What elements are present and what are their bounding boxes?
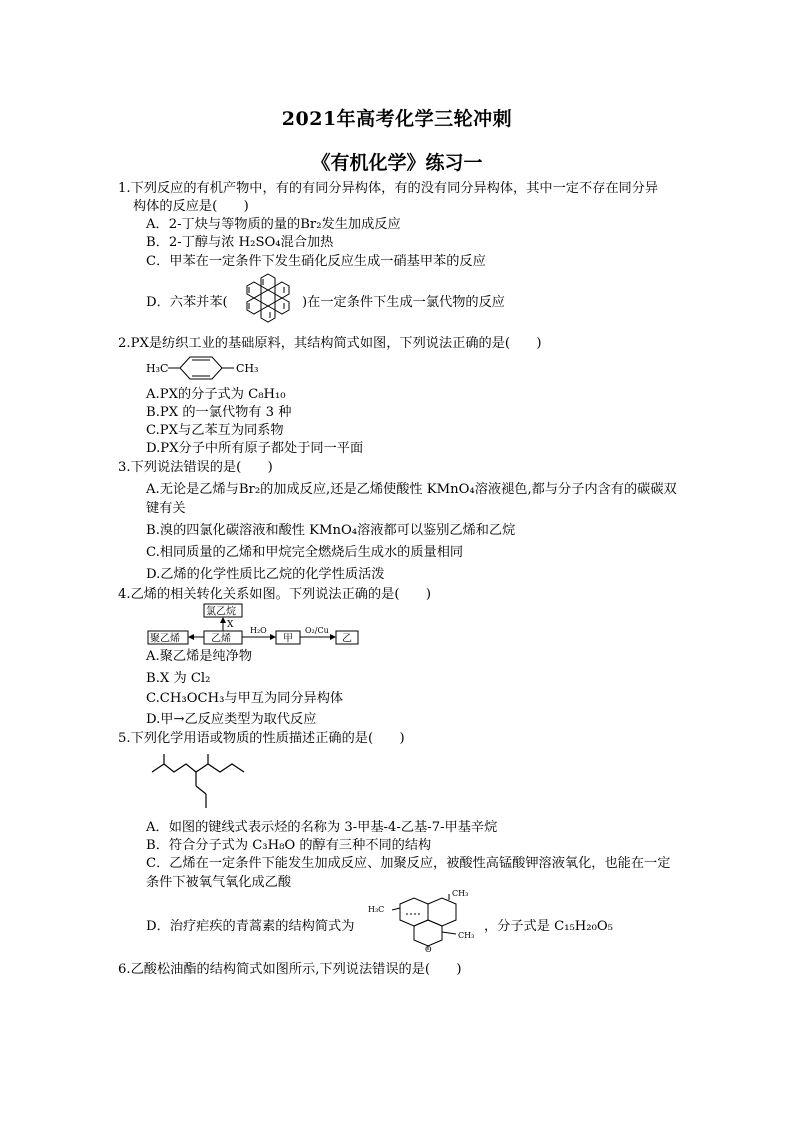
q5-option-c-line1: C．乙烯在一定条件下能发生加成反应、加聚反应，被酸性高锰酸钾溶液氧化，也能在一定 bbox=[146, 856, 671, 871]
q1-option-c: C．甲苯在一定条件下发生硝化反应生成一硝基甲苯的反应 bbox=[146, 254, 486, 269]
q6-stem: 6.乙酸松油酯的结构简式如图所示,下列说法错误的是( ) bbox=[118, 962, 462, 977]
q4-option-c: C.CH₃OCH₃与甲互为同分异构体 bbox=[146, 691, 344, 706]
q3-option-d: D.乙烯的化学性质比乙烷的化学性质活泼 bbox=[146, 567, 385, 582]
box-ethylene: 乙烯 bbox=[211, 633, 231, 645]
q2-option-d: D.PX分子中所有原子都处于同一平面 bbox=[146, 441, 364, 456]
px-h3c-label: H₃C bbox=[146, 362, 169, 375]
q5-option-b: B．符合分子式为 C₃H₈O 的醇有三种不同的结构 bbox=[146, 838, 432, 853]
q1-option-d-prefix: D．六苯并苯( bbox=[146, 295, 228, 310]
q4-stem: 4.乙烯的相关转化关系如图。下列说法正确的是( ) bbox=[118, 587, 431, 602]
q3-stem: 3.下列说法错误的是( ) bbox=[118, 460, 273, 475]
q5-option-c-line2: 条件下被氧气氧化成乙酸 bbox=[146, 875, 292, 890]
q2-option-c: C.PX与乙苯互为同系物 bbox=[146, 423, 284, 438]
q1-option-d-suffix: )在一定条件下生成一氯代物的反应 bbox=[302, 295, 505, 310]
artemisinin-ch3-top-label: CH₃ bbox=[452, 889, 469, 898]
q1-stem-line1: 1.下列反应的有机产物中，有的有同分异构体，有的没有同分异构体，其中一定不存在同分异 bbox=[118, 181, 659, 196]
artemisinin-structure-image bbox=[364, 888, 482, 952]
arrow-label-x: X bbox=[227, 620, 234, 630]
px-structure-image bbox=[146, 354, 266, 380]
box-polyethylene: 聚乙烯 bbox=[150, 633, 180, 645]
q5-option-d-prefix: D．治疗疟疾的青蒿素的结构简式为 bbox=[146, 919, 355, 934]
q4-option-d: D.甲→乙反应类型为取代反应 bbox=[146, 712, 317, 727]
q4-option-b: B.X 为 Cl₂ bbox=[146, 671, 211, 686]
q1-stem-line2: 构体的反应是( ) bbox=[133, 199, 249, 214]
q3-option-a-line1: A.无论是乙烯与Br₂的加成反应,还是乙烯使酸性 KMnO₄溶液褪色,都与分子内含有的碳碳双 bbox=[146, 482, 677, 497]
q1-option-b: B．2-丁醇与浓 H₂SO₄混合加热 bbox=[146, 235, 334, 250]
coronene-structure-image bbox=[236, 272, 300, 332]
q4-option-a: A.聚乙烯是纯净物 bbox=[146, 649, 253, 664]
q2-option-b: B.PX 的一氯代物有 3 种 bbox=[146, 405, 292, 420]
artemisinin-o-label: O bbox=[425, 945, 432, 954]
q2-stem: 2.PX是纺织工业的基础原料，其结构简式如图，下列说法正确的是( ) bbox=[118, 336, 542, 351]
q5-option-a: A．如图的键线式表示烃的名称为 3-甲基-4-乙基-7-甲基辛烷 bbox=[146, 820, 498, 835]
q3-option-c: C.相同质量的乙烯和甲烷完全燃烧后生成水的质量相同 bbox=[146, 545, 464, 560]
page-title: 2021年高考化学三轮冲刺 bbox=[281, 108, 513, 130]
q1-option-a: A．2-丁炔与等物质的量的Br₂发生加成反应 bbox=[146, 217, 401, 232]
box-yi: 乙 bbox=[342, 633, 352, 645]
px-ch3-label: CH₃ bbox=[236, 362, 259, 375]
artemisinin-h3c-label: H₃C bbox=[368, 905, 385, 914]
arrow-label-h2o: H₂O bbox=[250, 626, 267, 635]
q3-option-a-line2: 键有关 bbox=[146, 501, 186, 516]
q5-stem: 5.下列化学用语或物质的性质描述正确的是( ) bbox=[118, 731, 405, 746]
box-jia: 甲 bbox=[283, 633, 293, 645]
box-chloroethane: 氯乙烷 bbox=[206, 606, 236, 618]
arrow-label-o2-cu: O₂/Cu bbox=[305, 626, 329, 635]
skeletal-formula-image bbox=[150, 752, 250, 814]
q2-option-a: A.PX的分子式为 C₈H₁₀ bbox=[146, 387, 286, 402]
q5-option-d-suffix: ，分子式是 C₁₅H₂₀O₅ bbox=[484, 919, 613, 934]
ethylene-conversion-diagram bbox=[146, 602, 366, 646]
page-subtitle: 《有机化学》练习一 bbox=[311, 152, 483, 174]
q3-option-b: B.溴的四氯化碳溶液和酸性 KMnO₄溶液都可以鉴别乙烯和乙烷 bbox=[146, 523, 516, 538]
artemisinin-ch3-right-label: CH₃ bbox=[458, 931, 475, 940]
